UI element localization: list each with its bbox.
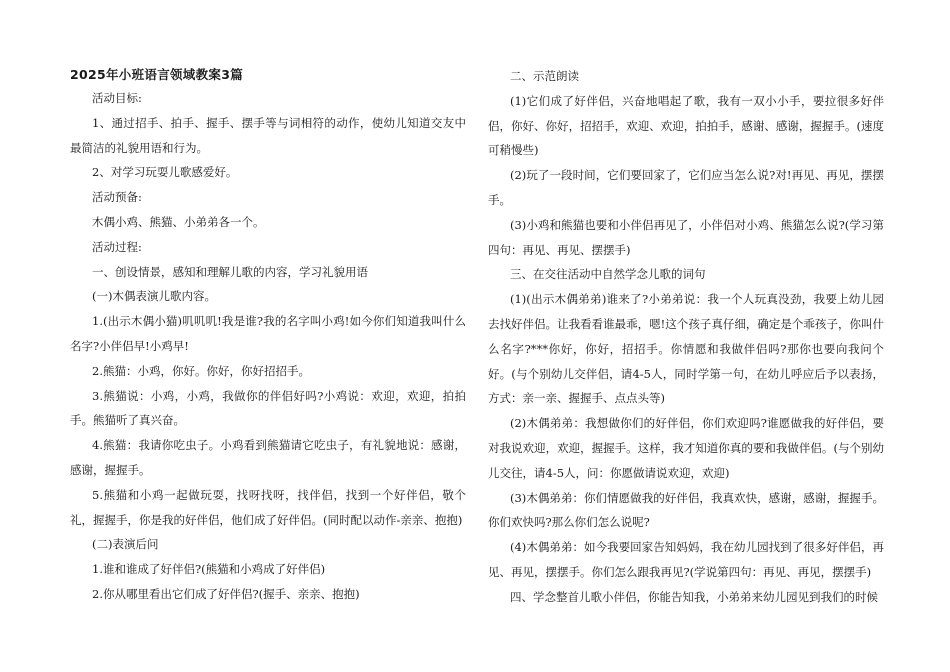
paragraph: 5.熊猫和小鸡一起做玩耍，找呀找呀，找伴侣，找到一个好伴侣，敬个礼，握握手，你是我的好伴侣，他们成了好伴侣。(同时配以动作-亲亲、抱抱): [70, 487, 466, 527]
paragraph: 活动预备:: [92, 190, 142, 205]
paragraph: 四、学念整首儿歌小伴侣，你能告知我，小弟弟来幼儿园见到我们的时候: [510, 589, 878, 604]
paragraph: (2)木偶弟弟：我想做你们的好伴侣，你们欢迎吗?谁愿做我的好伴侣，要对我说欢迎，欢迎，握握手。这样，我才知道你真的要和我做伴侣。(与个别幼儿交往，请4-5人，问：你愿做请说欢迎，欢迎): [488, 416, 884, 480]
paragraph: 1.(出示木偶小猫)叽叽叽!我是谁?我的名字叫小鸡!如今你们知道我叫什么名字?小伴侣早!小鸡早!: [70, 314, 466, 353]
paragraph: (2)玩了一段时间，它们要回家了，它们应当怎么说?对!再见、再见，摆摆手。: [488, 168, 884, 207]
paragraph: 4.熊猫：我请你吃虫子。小鸡看到熊猫请它吃虫子，有礼貌地说：感谢，感谢，握握手。: [70, 438, 466, 477]
paragraph: 1.谁和谁成了好伴侣?(熊猫和小鸡成了好伴侣): [92, 562, 326, 577]
paragraph: 活动过程:: [92, 239, 142, 254]
paragraph: 三、在交往活动中自然学念儿歌的词句: [510, 267, 706, 282]
paragraph: 二、示范朗读: [510, 69, 579, 83]
left-column: [70, 64, 466, 607]
paragraph: 3.熊猫说：小鸡，小鸡，我做你的伴侣好吗?小鸡说：欢迎，欢迎，拍拍手。熊猫听了真兴奋。: [70, 388, 466, 428]
paragraph: (3)木偶弟弟：你们情愿做我的好伴侣，我真欢快，感谢，感谢，握握手。你们欢快吗?那么你们怎么说呢?: [488, 490, 884, 530]
paragraph: (3)小鸡和熊猫也要和小伴侣再见了，小伴侣对小鸡、熊猫怎么说?(学习第四句：再见、再见、摆摆手): [488, 217, 884, 257]
document-title: 2025年小班语言领域教案3篇: [70, 67, 243, 82]
paragraph: 一、创设情景，感知和理解儿歌的内容，学习礼貌用语: [92, 264, 368, 279]
right-column: [488, 64, 884, 610]
paragraph: (4)木偶弟弟：如今我要回家告知妈妈，我在幼儿园找到了很多好伴侣，再见、再见，摆摆手。你们怎么跟我再见?(学说第四句：再见、再见，摆摆手): [488, 540, 884, 579]
paragraph: (一)木偶表演儿歌内容。: [92, 289, 216, 304]
paragraph: 2.熊猫：小鸡，你好。你好，你好招招手。: [92, 363, 310, 378]
paragraph: (二)表演后问: [92, 537, 159, 552]
paragraph: 2、对学习玩耍儿歌感爱好。: [92, 165, 238, 180]
paragraph: (1)它们成了好伴侣，兴奋地唱起了歌，我有一双小小手，要拉很多好伴侣，你好、你好，招招手，欢迎、欢迎，拍拍手，感谢、感谢，握握手。(速度可稍慢些): [488, 93, 884, 158]
paragraph: (1)(出示木偶弟弟)谁来了?小弟弟说：我一个人玩真没劲，我要上幼儿园去找好伴侣。让我看看谁最乖，嗯!这个孩子真仔细，确定是个乖孩子，你叫什么名字?***你好，你好，招招手。你情愿和我做伴侣吗?那你也要向我问个好。(与个别幼儿交伴侣，请4-5人，同时学第一句，在幼儿呼应后予以表扬，方式：亲一亲、握握手、点点头等): [488, 292, 884, 406]
paragraph: 活动目标:: [92, 91, 142, 105]
paragraph: 2.你从哪里看出它们成了好伴侣?(握手、亲亲、抱抱): [92, 586, 360, 601]
paragraph: 木偶小鸡、熊猫、小弟弟各一个。: [92, 214, 265, 229]
paragraph: 1、通过招手、拍手、握手、摆手等与词相符的动作，使幼儿知道交友中最简洁的礼貌用语和行为。: [70, 115, 466, 155]
